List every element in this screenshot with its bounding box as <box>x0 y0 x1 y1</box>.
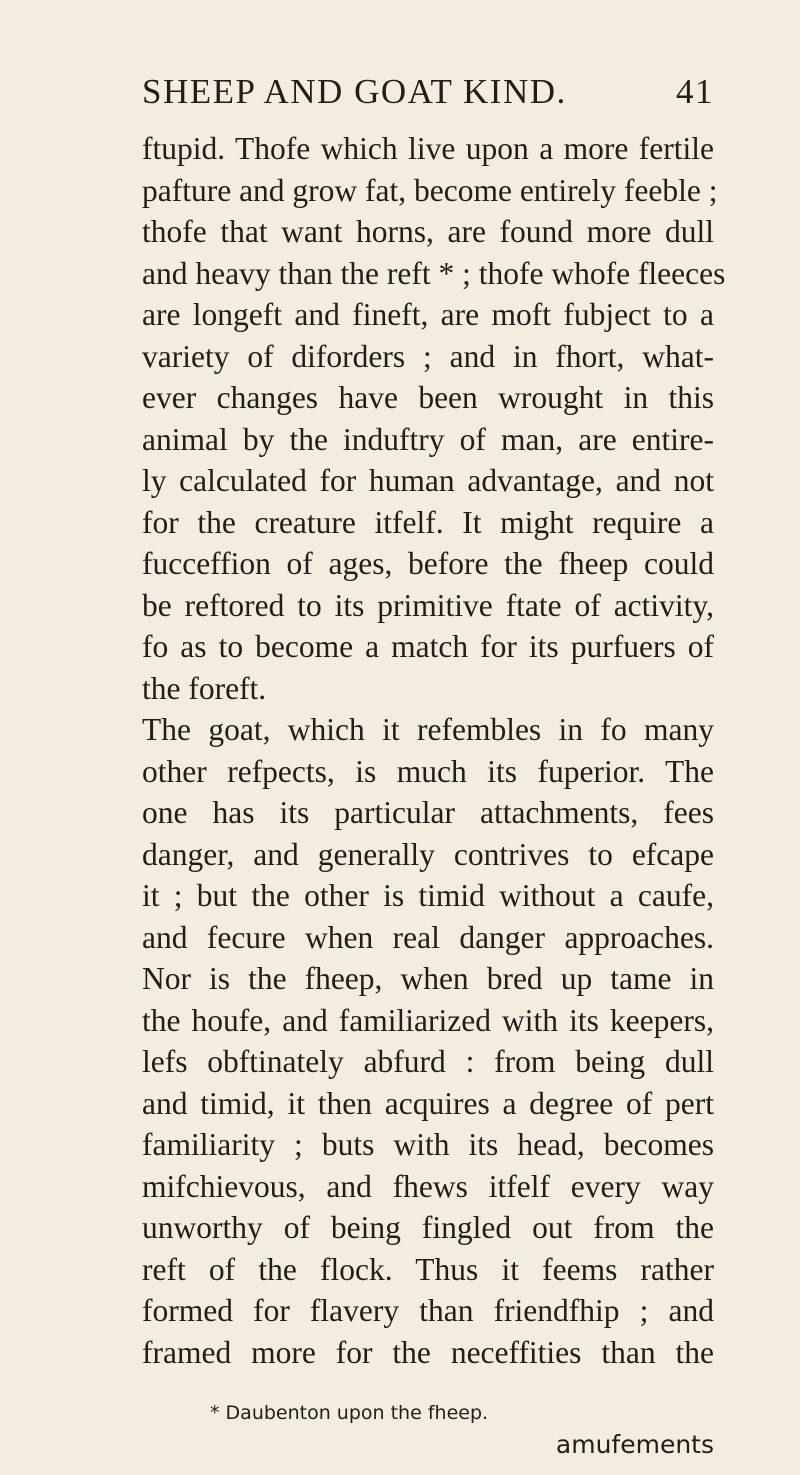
running-title: SHEEP AND GOAT KIND. <box>142 72 567 111</box>
text-line: pafture and grow fat, become entirely feeble ; <box>142 172 718 208</box>
text-line: mifchievous, and fhews itfelf every way <box>142 1168 714 1204</box>
footnote: * Daubenton upon the fheep. <box>210 1402 489 1424</box>
text-line: ftupid. Thofe which live upon a more fertile <box>142 131 714 166</box>
text-line: other refpects, is much its fuperior. The <box>142 753 714 789</box>
text-line: Nor is the fheep, when bred up tame in <box>142 961 714 996</box>
text-line: it ; but the other is timid without a caufe, <box>142 878 714 913</box>
catchword: amufements <box>555 1430 714 1459</box>
text-line: be reftored to its primitive ftate of activity, <box>142 587 714 623</box>
text-line: for the creature itfelf. It might require a <box>142 504 714 540</box>
text-line: framed more for the neceffities than the <box>142 1334 714 1370</box>
text-line: reft of the flock. Thus it feems rather <box>142 1251 714 1287</box>
text-line: the foreft. <box>142 670 267 706</box>
text-line: unworthy of being fingled out from the <box>142 1210 714 1245</box>
text-line: formed for flavery than friendfhip ; and <box>142 1293 714 1328</box>
running-header <box>142 72 714 122</box>
text-line: familiarity ; buts with its head, becomes <box>142 1127 714 1162</box>
page-number: 41 <box>676 72 714 111</box>
text-line: danger, and generally contrives to efcape <box>142 836 714 872</box>
text-line: fucceffion of ages, before the fheep could <box>142 546 714 581</box>
text-line: ever changes have been wrought in this <box>142 380 714 415</box>
text-line: ly calculated for human advantage, and not <box>142 463 714 498</box>
text-line: are longeft and fineft, are moft fubject to a <box>142 297 714 332</box>
text-line: The goat, which it refembles in fo many <box>142 712 714 747</box>
text-line: thofe that want horns, are found more dull <box>142 214 714 249</box>
text-line: the houfe, and familiarized with its keepers, <box>142 1002 714 1038</box>
text-line: one has its particular attachments, fees <box>142 795 714 830</box>
text-line: and fecure when real danger approaches. <box>142 919 714 955</box>
text-line: animal by the induftry of man, are entire- <box>142 421 714 457</box>
text-line: lefs obftinately abfurd : from being dull <box>142 1044 714 1079</box>
body-text <box>142 128 726 1373</box>
text-line: and heavy than the reft * ; thofe whofe fleeces <box>142 255 726 291</box>
text-line: and timid, it then acquires a degree of pert <box>142 1085 714 1121</box>
text-line: variety of diforders ; and in fhort, what- <box>142 338 714 374</box>
text-line: fo as to become a match for its purfuers of <box>142 629 714 664</box>
